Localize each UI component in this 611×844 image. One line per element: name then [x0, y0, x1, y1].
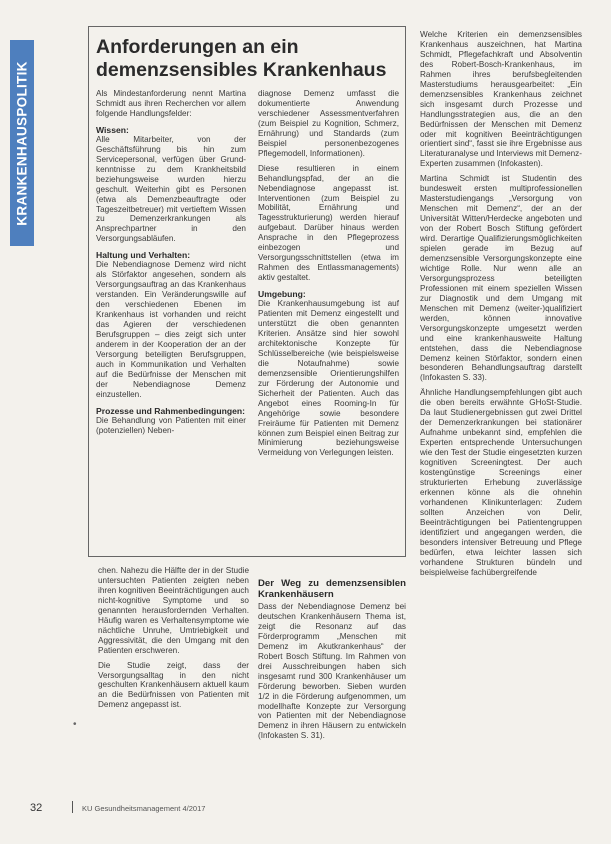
paragraph: chen. Nahezu die Hälfte der in der Studie untersuchten Patienten zeigten neben ihren kognitiven Beeinträchtigungen auch nicht-kognitive Symptome und so genannten herausfordernden Verhalten. Häufig waren es Verhaltensymptome wie nächtliche Unruhe, Umtriebigkeit und Aggressivität, die den Umgang mit den Patienten erschweren.: [98, 566, 249, 655]
lower-column-1: [98, 566, 249, 715]
margin-mark: •: [73, 719, 77, 730]
section-label: [10, 40, 34, 246]
section-heading: Der Weg zu demenzsensiblen Krankenhäusern: [258, 578, 406, 600]
subheading: Wissen:: [96, 124, 129, 135]
article-title: Anforderungen an ein demenzsensibles Krankenhaus: [96, 36, 387, 81]
paragraph: Die Behandlung von Patienten mit einer (potenziellen) Neben-: [96, 415, 246, 435]
page-number: 32: [30, 802, 43, 814]
info-box-column-1: [96, 89, 246, 441]
paragraph: Als Mindestanforderung nennt Martina Schmidt aus ihren Recherchen vor allem folgende Handlungsfelder:: [96, 89, 246, 118]
paragraph: Welche Kriterien ein demenzsensibles Krankenhaus auszeichnen, hat Martina Schmidt, Pflegefachkraft und Absolventin des Robert-Bosch-Krankenhaus, im Rahmen ihres berufsbegleitenden Masterstudiums herausgearbeitet: „Ein demenzsensibles Krankenhaus zeichnet sich insgesamt durch Prozesse und Handlungsstrategien aus, die an den Bedürfnissen der Menschen mit Demenz oder mit kognitiven Beeinträchtigungen orientiert sind“, fasst sie ihre Ergebnisse aus Literaturanalyse und Interviews mit Demenz-Experten zusammen (Infokasten).: [420, 30, 582, 169]
paragraph: Die Krankenhausumgebung ist auf Patienten mit Demenz eingestellt und unterstützt die oben genannten Kriterien. Ansätze sind hier sowohl architektonische Konzepte für Schlüsselbereiche (wie beispielsweise die Notaufnahme) sowie demenzsensible Orientierungshilfen zur Förderung der Autonomie und Sicherheit der Patienten. Auch das Angebot eines Rooming-In für Angehörige sowie besondere Freiräume für Patienten mit Demenz können zum Beispiel einen Beitrag zur Minimierung beziehungsweise Vermeidung von Verlegungen leisten.: [258, 299, 399, 458]
lower-column-2: [258, 578, 406, 746]
paragraph: Diese resultieren in einem Behandlungspfad, der an die Nebendiagnose angepasst ist. Interventionen (zum Beispiel zu Mobilität, Ernährung und Tagesstrukturierung) werden hierauf aufgebaut. Darüber hinaus werden Ansprache in den Pflegeprozess einbezogen und Versorgungsschnittstellen (etwa im Rahmen des Entlassmanagements) aktiv gestaltet.: [258, 163, 399, 283]
info-box-column-2: [258, 89, 399, 463]
paragraph: Ähnliche Handlungsempfehlungen gibt auch die oben bereits erwähnte GHoSt-Studie. Da laut Studienergebnissen gut zwei Drittel der Demenzerkrankungen bei stationärer Aufnahme unbekannt sind, empfehlen die Experten entsprechende Untersuchungen wie den Test der Studie eingesetzten kurzen kognitiven Screeningtest. Der auch kostengünstige Screenings einer strukturierten Erhebung zuverlässige erkennen könne als die ohnehin vorhandenen Klinikunterlagen: Zudem sollten Anzeichen von Delir, Beeinträchtigungen bei Patientengruppen identifiziert und angegangen werden, die besonders intensiver Betreuung und Pflege bedürfen, etwa leichter lassen sich vorhandene Strukturen bündeln und beispielweise fachübergreifende: [420, 388, 582, 577]
paragraph: diagnose Demenz umfasst die dokumentierte Anwendung verschiedener Assessmentverfahren (zum Beispiel zu Kognition, Schmerz, Ernährung) und Standards (zum Beispiel personenbezogenes Pflegemodell, Informationen).: [258, 89, 399, 158]
subheading: Haltung und Verhalten:: [96, 250, 191, 261]
paragraph: Alle Mitarbeiter, von der Geschäftsführung bis hin zum Servicepersonal, verfügen über Grund-kenntnisse zu dem Krankheitsbild beziehungsweise wurden hierzu geschult. Weiterhin gibt es Personen (etwa als Demenzbeauftragte oder Tageszeitbetreuer) mit vertieftem Wissen zu Demenzerkrankungen als Ansprechpartner in den Versorgungsabläufen.: [96, 134, 246, 244]
paragraph: Die Nebendiagnose Demenz wird nicht als Störfaktor angesehen, sondern als Versorgungsauftrag an das Krankenhaus verstanden. Ein Veränderungswille auf den verschiedenen Ebenen im Krankenhaus ist vorhanden und reicht das Agieren der verschiedenen Berufsgruppen – dies zeigt sich unter anderem in der Kooperation der an der Versorgung beteiligten Berufsgruppen, auch in Kommunikation und Verhalten auf die Bedürfnisse der Menschen mit der Nebendiagnose Demenz einzustellen.: [96, 260, 246, 399]
footer-divider: [72, 801, 73, 813]
paragraph: Martina Schmidt ist Studentin des bundesweit ersten multiprofessionellen Masterstudiengangs „Versorgung von Menschen mit Demenz“, der an der Universität Witten/Herdecke angeboten und von der Robert Bosch Stiftung gefördert wird. Derartige Qualifizierungsmöglichkeiten spielen gerade im Bezug auf demenzsensible Versorgungskonzepte eine wichtige Rolle. Nur wenn alle an Versorgungsprozess beteiligten Professionen mit einem speziellen Wissen zur Diagnostik und dem Umgang mit Menschen mit Demenz (weiter-)qualifiziert werden, können innovative Versorgungskonzepte umgesetzt werden und eine krankenhausweite Haltung entstehen, dass die Nebendiagnose Demenz keinen Störfaktor, sondern einen besonderen Behandlungsauftrag darstellt (Infokasten S. 33).: [420, 174, 582, 383]
paragraph: Die Studie zeigt, dass der Versorgungsalltag in den nicht geschulten Krankenhäusern aktuell kaum an die Bedürfnissen von Patienten mit Demenz angepasst ist.: [98, 660, 249, 710]
section-label-text: KRANKENHAUSPOLITIK: [14, 60, 30, 226]
right-column: [420, 30, 582, 582]
subheading: Prozesse und Rahmenbedingungen:: [96, 405, 245, 416]
paragraph: Dass der Nebendiagnose Demenz bei deutschen Krankenhäusern Thema ist, zeigt die Resonanz auf das Förderprogramm „Menschen mit Demenz im Akutkrankenhaus“ der Robert Bosch Stiftung. Im Rahmen von drei Ausschreibungen haben sich insgesamt rund 300 Krankenhäuser um Förderung beworben. Sieben wurden 1/2 in die Förderung aufgenommen, um modellhafte Konzepte zur Versorgung von Patienten mit der Nebendiagnose Demenz in ihren Häusern zu entwickeln (Infokasten S. 31).: [258, 602, 406, 741]
subheading: Umgebung:: [258, 289, 306, 300]
publication-name: KU Gesundheitsmanagement 4/2017: [82, 804, 206, 813]
